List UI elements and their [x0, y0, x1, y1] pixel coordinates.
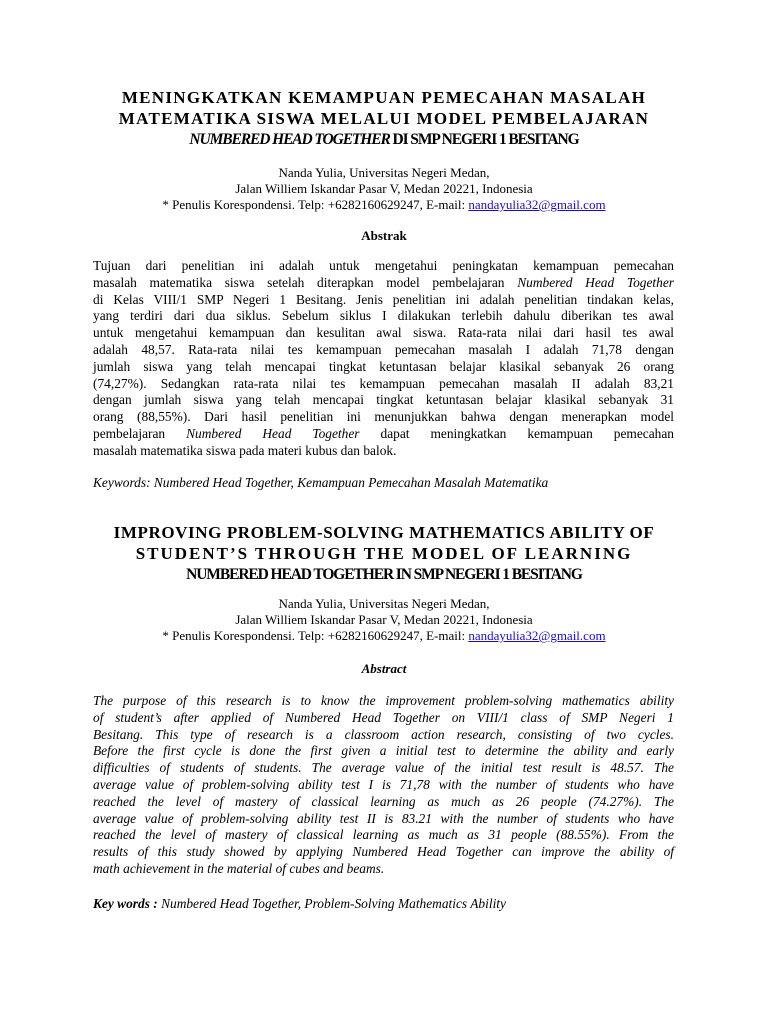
- en-title-line-2: STUDENT’S THROUGH THE MODEL OF LEARNING: [135, 544, 633, 563]
- abstract-line: difficulties of students of students. The average value of the initial test result is 48.57. The: [93, 760, 674, 776]
- correspondence-text: * Penulis Korespondensi. Telp: +6282160629247, E-mail:: [162, 197, 469, 212]
- indonesian-keywords: Keywords: Numbered Head Together, Kemampuan Pemecahan Masalah Matematika: [93, 475, 549, 490]
- indonesian-title: [0, 87, 768, 150]
- author-address: Jalan Williem Iskandar Pasar V, Medan 20221, Indonesia: [235, 181, 533, 196]
- abstract-line: The purpose of this research is to know the improvement problem-solving mathematics ability: [93, 693, 674, 708]
- abstract-line: Before the first cycle is done the first given a initial test to determine the ability and early: [93, 743, 674, 759]
- english-keywords: [93, 896, 693, 912]
- abstract-line: average value of problem-solving ability test I is 71,78 with the number of students who have: [93, 776, 674, 792]
- title-line-1: MENINGKATKAN KEMAMPUAN PEMECAHAN MASALAH: [121, 88, 647, 107]
- abstrak-line: masalah matematika siswa setelah diterapkan model pembelajaran Numbered Head Together: [93, 274, 674, 290]
- abstract-line: average value of problem-solving ability test II is 83.21 with the number of students who have: [93, 810, 674, 826]
- abstrak-line: (74,27%). Sedangkan rata-rata nilai tes kemampuan pemecahan masalah II adalah 83,21: [93, 375, 674, 391]
- abstrak-line: adalah 48,57. Rata-rata nilai tes kemampuan pemecahan masalah I adalah 71,78 dengan: [93, 341, 674, 357]
- title-line-3-rest: DI SMP NEGERI 1 BESITANG: [389, 131, 579, 148]
- abstrak-line: jumlah siswa yang telah mencapai tingkat ketuntasan belajar klasikal sebanyak 26 orang: [93, 358, 674, 374]
- title-line-2: MATEMATIKA SISWA MELALUI MODEL PEMBELAJARAN: [118, 109, 650, 128]
- abstrak-line: pembelajaran Numbered Head Together dapat meningkatkan kemampuan pemecahan: [93, 425, 674, 441]
- indonesian-author-block: [0, 165, 768, 213]
- abstrak-heading: Abstrak: [361, 228, 407, 243]
- abstract-heading: Abstract: [361, 661, 407, 676]
- keywords-text: Numbered Head Together, Problem-Solving Mathematics Ability: [157, 896, 506, 911]
- abstrak-line: masalah matematika siswa pada materi kubus dan balok.: [93, 442, 397, 458]
- abstract-line: reached the level of mastery of classical learning as much as 31 people (88.55%). From the: [93, 827, 674, 843]
- english-author-block: [0, 596, 768, 644]
- en-author-correspondence: [0, 628, 768, 644]
- english-abstract-body: [93, 693, 674, 878]
- author-name: Nanda Yulia, Universitas Negeri Medan,: [278, 165, 490, 180]
- abstrak-line: Tujuan dari penelitian ini adalah untuk mengetahui peningkatan kemampuan pemecahan: [93, 258, 674, 273]
- abstract-line: of student’s after applied of Numbered Head Together on VIII/1 class of SMP Negeri 1: [93, 709, 674, 725]
- abstrak-line: yang terdiri dari dua siklus. Sebelum siklus I dilakukan terlebih dahulu diberikan tes awal: [93, 308, 674, 324]
- en-author-name: Nanda Yulia, Universitas Negeri Medan,: [278, 596, 490, 611]
- email-link[interactable]: nandayulia32@gmail.com: [468, 197, 606, 212]
- abstrak-line: orang (88,55%). Dari hasil penelitian ini menunjukkan bahwa dengan menerapkan model: [93, 409, 674, 425]
- keywords-label: Key words :: [93, 896, 158, 911]
- abstract-line: Besitang. This type of research is a classroom action research, consisting of two cycles.: [93, 726, 674, 742]
- abstract-line: reached the level of mastery of classical learning as much as 26 people (74.27%). The: [93, 793, 674, 809]
- english-title: [0, 522, 768, 585]
- abstrak-line: di Kelas VIII/1 SMP Negeri 1 Besitang. Jenis penelitian ini adalah penelitian tindakan kelas,: [93, 291, 674, 307]
- abstrak-line: dengan jumlah siswa yang telah mencapai tingkat ketuntasan belajar klasikal sebanyak 31: [93, 392, 674, 408]
- title-italic-method: NUMBERED HEAD TOGETHER: [189, 131, 390, 148]
- indonesian-abstract-body: [93, 258, 674, 460]
- author-correspondence: [0, 197, 768, 213]
- abstract-line: results of this study showed by applying Numbered Head Together can improve the ability of: [93, 844, 674, 860]
- en-email-link[interactable]: nandayulia32@gmail.com: [468, 628, 606, 643]
- abstrak-line: untuk mengetahui kemampuan dan kesulitan awal siswa. Rata-rata nilai dari hasil tes awal: [93, 325, 674, 341]
- en-author-address: Jalan Williem Iskandar Pasar V, Medan 20221, Indonesia: [235, 612, 533, 627]
- en-title-line-1: IMPROVING PROBLEM-SOLVING MATHEMATICS ABILITY OF: [113, 523, 655, 542]
- en-correspondence-text: * Penulis Korespondensi. Telp: +6282160629247, E-mail:: [162, 628, 469, 643]
- en-title-line-3: NUMBERED HEAD TOGETHER IN SMP NEGERI 1 BESITANG: [186, 566, 582, 583]
- abstract-line: math achievement in the material of cubes and beams.: [93, 860, 385, 876]
- title-line-3: [0, 129, 768, 150]
